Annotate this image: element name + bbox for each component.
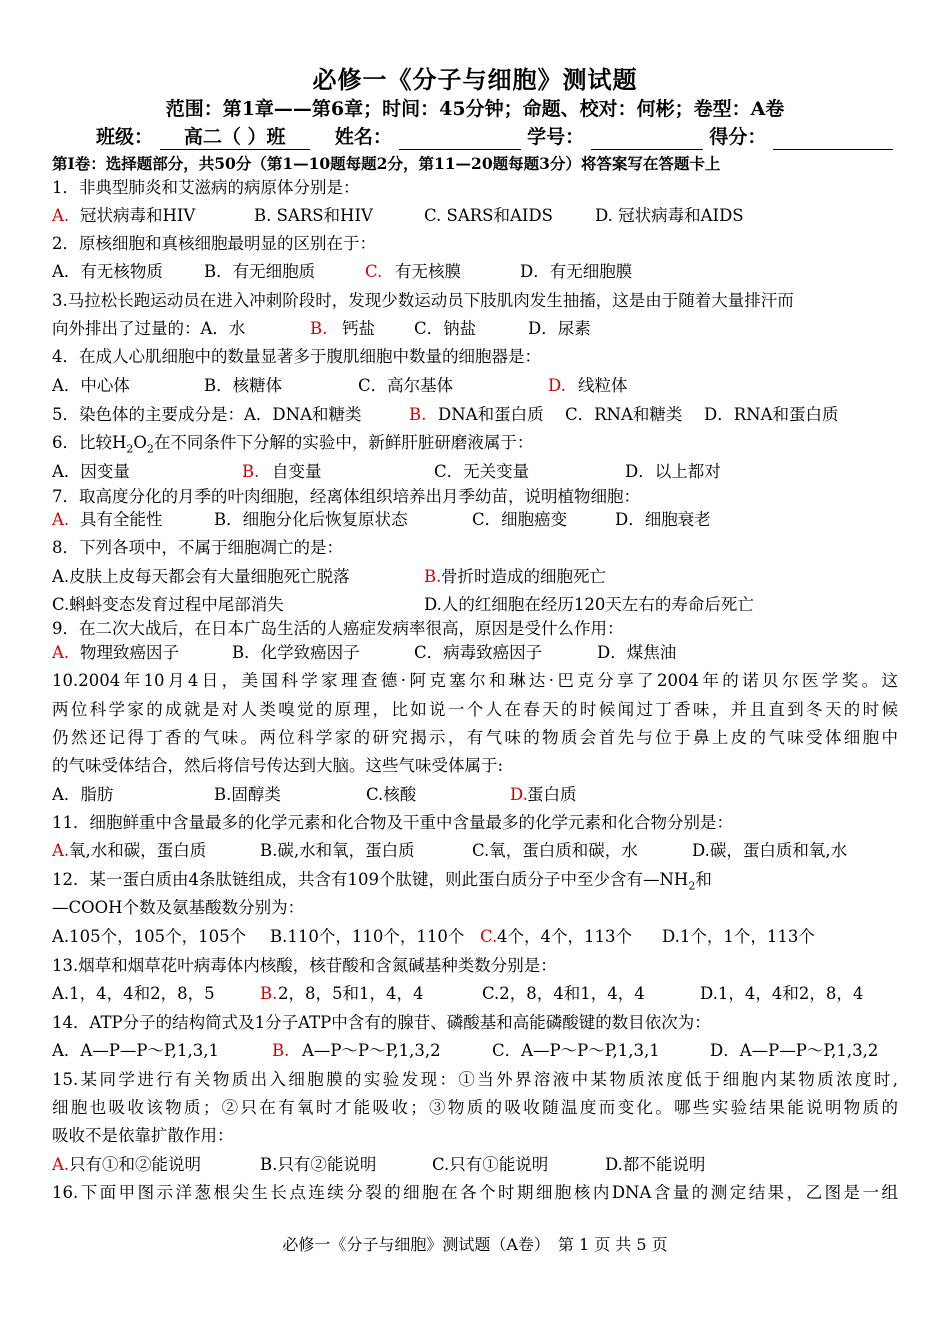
option-letter: A. xyxy=(52,643,70,662)
option-c: 4个，4个，113个 xyxy=(497,927,632,946)
option-a: A．脂肪 xyxy=(52,785,114,804)
stem-text: 6．比较H xyxy=(52,433,127,452)
option-letter: C. xyxy=(480,927,498,946)
option-b: 骨折时造成的细胞死亡 xyxy=(441,567,606,586)
option-d: D.1，4，4和2，8，4 xyxy=(700,984,864,1003)
option-d: D．RNA和蛋白质 xyxy=(704,405,839,424)
name-label: 姓名： xyxy=(334,126,392,148)
option-d: D.1个，1个，113个 xyxy=(662,927,815,946)
option-c: C.核酸 xyxy=(366,785,417,804)
option-a: A．中心体 xyxy=(52,376,130,395)
option-letter: D. xyxy=(510,785,528,804)
option-c: C．细胞癌变 xyxy=(472,510,568,529)
option-c: C. SARS和AIDS xyxy=(424,206,553,225)
student-info-row xyxy=(96,122,893,150)
option-a: 物理致癌因子 xyxy=(80,643,179,662)
option-c: C．高尔基体 xyxy=(358,376,454,395)
class-field[interactable]: 高二（ ）班 xyxy=(160,122,310,150)
question-6-stem xyxy=(52,432,533,460)
option-d: D. 冠状病毒和AIDS xyxy=(595,206,744,225)
stem-text: 在不同条件下分解的实验中，新鲜肝脏研磨液属于： xyxy=(153,433,534,452)
option-b: 2，8，5和1，4，4 xyxy=(278,984,424,1003)
question-12-stem-2: —COOH个数及氨基酸数分别为： xyxy=(52,898,305,917)
question-10-line-2: 两位科学家的成就是对人类嗅觉的原理，比如说一个人在春天的时候闻过丁香味，并且直到冬天的时候 xyxy=(52,700,898,719)
question-3-stem-end: 向外排出了过量的：A．水 xyxy=(52,319,246,338)
score-field[interactable] xyxy=(773,129,893,150)
option-letter: B. xyxy=(409,405,427,424)
stem-text: 和 xyxy=(695,870,712,889)
option-d: D．以上都对 xyxy=(625,462,721,481)
option-d: D.碳，蛋白质和氧,水 xyxy=(692,841,848,860)
option-letter: C. xyxy=(365,262,383,281)
option-b: B．核糖体 xyxy=(204,376,283,395)
question-7-stem: 7．取高度分化的月季的叶肉细胞，经离体组织培养出月季幼苗，说明植物细胞： xyxy=(52,487,640,506)
question-15-line-1: 15.某同学进行有关物质出入细胞膜的实验发现：①当外界溶液中某物质浓度低于细胞内某物质浓度时, xyxy=(52,1070,898,1089)
option-c: C.蝌蚪变态发育过程中尾部消失 xyxy=(52,595,284,614)
option-d: D．细胞衰老 xyxy=(615,510,711,529)
option-d: D．A—P—P～P,1,3,2 xyxy=(710,1041,879,1060)
subscript: 2 xyxy=(126,442,134,456)
section-heading: 第Ⅰ卷：选择题部分，共50分（第1—10题每题2分，第11—20题每题3分）将答案写在答题卡上 xyxy=(52,154,721,173)
stem-text: 12．某一蛋白质由4条肽链组成，共含有109个肽键，则此蛋白质分子中至少含有—NH xyxy=(52,870,689,889)
option-b: B.只有②能说明 xyxy=(260,1155,377,1174)
question-10-line-3: 仍然还记得丁香的气味。两位科学家的研究揭示，有气味的物质会首先与位于鼻上皮的气味受体细胞中 xyxy=(52,728,898,747)
option-d: 蛋白质 xyxy=(527,785,577,804)
option-d: D．尿素 xyxy=(528,319,591,338)
option-letter: A. xyxy=(52,841,70,860)
question-12-stem-1 xyxy=(52,869,712,897)
option-d: 线粒体 xyxy=(578,376,628,395)
question-3-stem: 3.马拉松长跑运动员在进入冲刺阶段时，发现少数运动员下肢肌肉发生抽搐，这是由于随着大量排汗而 xyxy=(52,291,794,310)
option-a: A.105个，105个，105个 xyxy=(52,927,247,946)
option-b: B.固醇类 xyxy=(214,785,281,804)
option-a: 氧,水和碳，蛋白质 xyxy=(69,841,207,860)
option-a: 只有①和②能说明 xyxy=(69,1155,201,1174)
option-c: C.只有①能说明 xyxy=(432,1155,549,1174)
option-b: 自变量 xyxy=(272,462,322,481)
option-b: A—P～P～P,1,3,2 xyxy=(302,1041,441,1060)
question-13-stem: 13.烟草和烟草花叶病毒体内核酸，核苷酸和含氮碱基种类数分别是： xyxy=(52,956,557,975)
option-c: C.2，8，4和1，4，4 xyxy=(482,984,645,1003)
option-c: C．RNA和糖类 xyxy=(565,405,683,424)
option-letter: B. xyxy=(260,984,278,1003)
option-d: D．煤焦油 xyxy=(597,643,677,662)
option-letter: B. xyxy=(424,567,442,586)
question-10-line-4: 的气味受体结合，然后将信号传达到大脑。这些气味受体属于: xyxy=(52,756,504,775)
option-b: B.碳,水和氧，蛋白质 xyxy=(260,841,415,860)
option-b: B．化学致癌因子 xyxy=(232,643,360,662)
class-label: 班级： xyxy=(96,126,154,148)
question-11-stem: 11．细胞鲜重中含量最多的化学元素和化合物及干重中含量最多的化学元素和化合物分别是： xyxy=(52,813,733,832)
question-15-line-3: 吸收不是依靠扩散作用： xyxy=(52,1126,234,1145)
question-9-stem: 9．在二次大战后，在日本广岛生活的人癌症发病率很高，原因是受什么作用： xyxy=(52,619,624,638)
id-field[interactable] xyxy=(591,129,703,150)
question-2-stem: 2．原核细胞和真核细胞最明显的区别在于： xyxy=(52,234,376,253)
question-14-stem: 14．ATP分子的结构简式及1分子ATP中含有的腺苷、磷酸基和高能磷酸键的数目依次为： xyxy=(52,1013,711,1032)
name-field[interactable] xyxy=(399,129,521,150)
option-b: B. SARS和HIV xyxy=(254,206,373,225)
option-letter: A. xyxy=(52,510,70,529)
option-a: 冠状病毒和HIV xyxy=(80,206,196,225)
option-c: C．无关变量 xyxy=(434,462,530,481)
option-a: 具有全能性 xyxy=(80,510,163,529)
option-letter: D. xyxy=(548,376,566,395)
option-c: C．病毒致癌因子 xyxy=(414,643,543,662)
page-footer: 必修一《分子与细胞》测试题（A卷） 第 1 页 共 5 页 xyxy=(282,1235,668,1254)
option-letter: B. xyxy=(242,462,260,481)
question-8-stem: 8．下列各项中，不属于细胞凋亡的是： xyxy=(52,538,343,557)
option-d: D.人的红细胞在经历120天左右的寿命后死亡 xyxy=(424,595,754,614)
option-letter: B. xyxy=(310,319,328,338)
option-a: A．因变量 xyxy=(52,462,130,481)
option-d: D．有无细胞膜 xyxy=(520,262,633,281)
option-a: A.1，4，4和2，8，5 xyxy=(52,984,215,1003)
id-label: 学号： xyxy=(527,126,585,148)
stem-text: O xyxy=(133,433,147,452)
option-b: B.110个，110个，110个 xyxy=(270,927,465,946)
option-a: A.皮肤上皮每天都会有大量细胞死亡脱落 xyxy=(52,567,350,586)
option-c: C.氧，蛋白质和碳，水 xyxy=(472,841,638,860)
option-c: 有无核膜 xyxy=(395,262,461,281)
option-letter: A. xyxy=(52,206,70,225)
option-b: DNA和蛋白质 xyxy=(438,405,544,424)
question-1-stem: 1．非典型肺炎和艾滋病的病原体分别是： xyxy=(52,178,360,197)
option-d: D.都不能说明 xyxy=(605,1155,706,1174)
page-subtitle: 范围：第1章——第6章；时间：45分钟；命题、校对：何彬；卷型：A卷 xyxy=(165,98,785,120)
subscript: 2 xyxy=(146,442,154,456)
option-letter: B. xyxy=(272,1041,290,1060)
option-letter: A. xyxy=(52,1155,70,1174)
option-c: C．钠盐 xyxy=(414,319,477,338)
question-15-line-2: 细胞也吸收该物质；②只在有氧时才能吸收；③物质的吸收随温度而变化。哪些实验结果能说明物质的 xyxy=(52,1098,898,1117)
option-c: C．A—P～P～P,1,3,1 xyxy=(492,1041,660,1060)
question-16-line-1: 16.下面甲图示洋葱根尖生长点连续分裂的细胞在各个时期细胞核内DNA含量的测定结果，乙图是一组 xyxy=(52,1183,898,1202)
question-5-stem: 5．染色体的主要成分是：A．DNA和糖类 xyxy=(52,405,362,424)
option-b: B．有无细胞质 xyxy=(204,262,316,281)
option-a: A．有无核物质 xyxy=(52,262,163,281)
score-label: 得分： xyxy=(709,126,767,148)
option-b: B．细胞分化后恢复原状态 xyxy=(214,510,408,529)
subscript: 2 xyxy=(688,879,696,893)
question-4-stem: 4．在成人心肌细胞中的数量显著多于腹肌细胞中数量的细胞器是： xyxy=(52,347,541,366)
page-title: 必修一《分子与细胞》测试题 xyxy=(312,65,638,94)
option-a: A．A—P—P～P,1,3,1 xyxy=(52,1041,220,1060)
option-b: 钙盐 xyxy=(342,319,375,338)
question-10-line-1: 10.2004年10月4日，美国科学家理查德·阿克塞尔和琳达·巴克分享了2004年的诺贝尔医学奖。这 xyxy=(52,671,898,690)
